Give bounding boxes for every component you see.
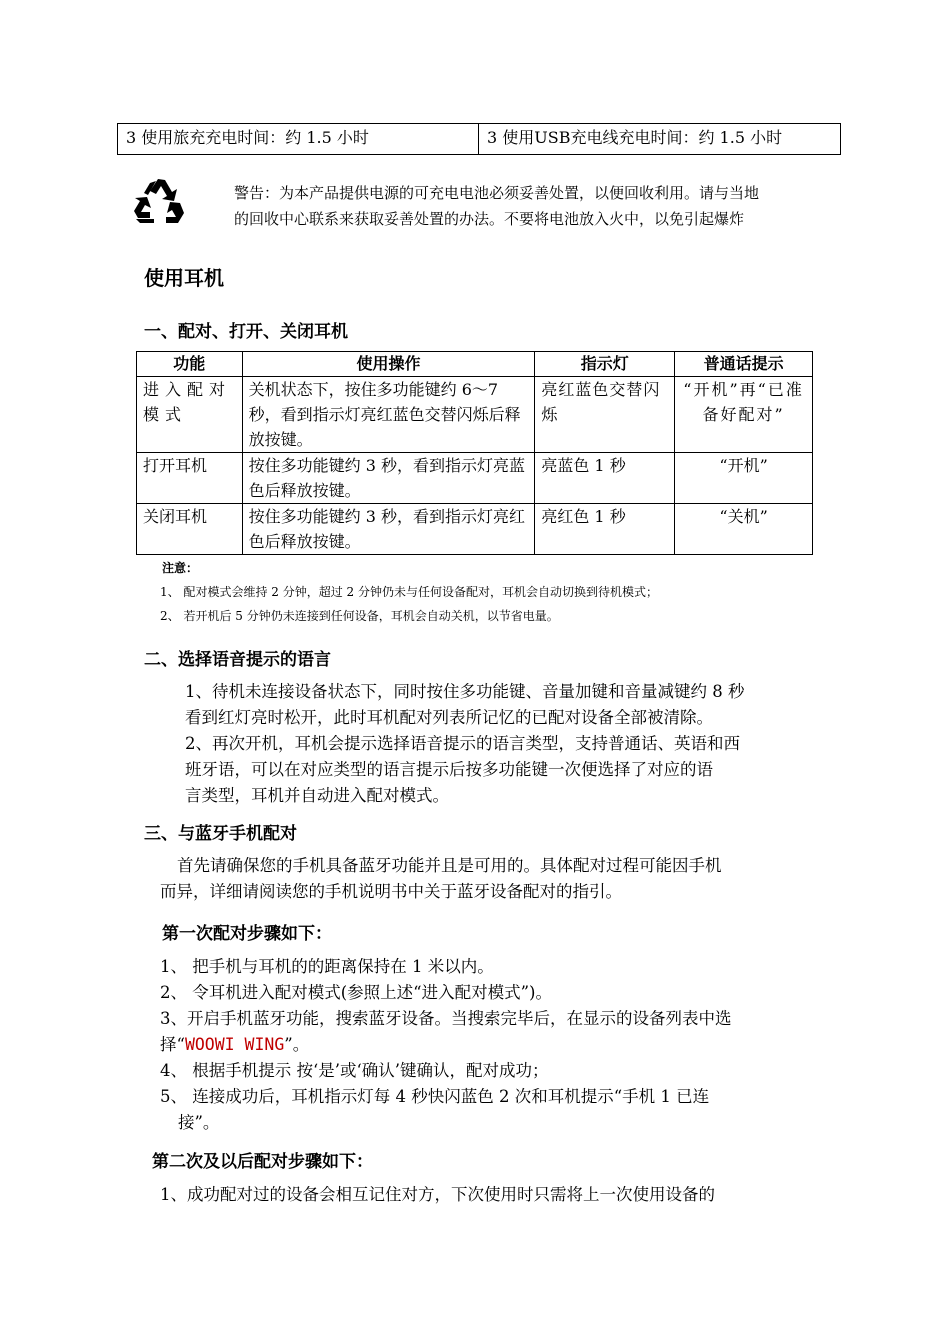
text-line: 2、再次开机，耳机会提示选择语音提示的语言类型，支持普通话、英语和西 [185, 734, 740, 753]
table-row [137, 377, 813, 453]
table-cell: “开机” [675, 453, 813, 504]
list-item: 3、开启手机蓝牙功能，搜索蓝牙设备。当搜索完毕后，在显示的设备列表中选 [160, 1009, 732, 1028]
table-cell: 按住多功能键约 3 秒，看到指示灯亮红色后释放按键。 [242, 504, 535, 555]
table-cell: 关机状态下，按住多功能键约 6～7 秒，看到指示灯亮红蓝色交替闪烁后释放按键。 [242, 377, 535, 453]
list-item: 4、 根据手机提示 按‘是’或‘确认’键确认，配对成功； [160, 1061, 549, 1080]
second-pairing-title: 第二次及以后配对步骤如下： [152, 1152, 373, 1172]
table-cell: 进入配对模式 [137, 377, 243, 453]
heading-pairing-power: 一、配对、打开、关闭耳机 [144, 322, 348, 342]
note-item: 1、 配对模式会维持 2 分钟，超过 2 分钟仍未与任何设备配对，耳机会自动切换到待机模式； [160, 585, 658, 599]
text-line: 班牙语，可以在对应类型的语言提示后按多功能键一次便选择了对应的语 [185, 760, 713, 779]
list-item: 接”。 [178, 1113, 220, 1132]
table-cell: 亮蓝色 1 秒 [535, 453, 675, 504]
travel-charge-time: 3 使用旅充充电时间：约 1.5 小时 [118, 124, 479, 154]
first-pairing-steps [160, 954, 732, 1136]
list-item: 2、 令耳机进入配对模式(参照上述“进入配对模式”)。 [160, 983, 552, 1002]
battery-warning [234, 180, 814, 232]
text-span: ”。 [284, 1035, 310, 1054]
text-line: 首先请确保您的手机具备蓝牙功能并且是可用的。具体配对过程可能因手机 [177, 856, 722, 875]
usb-charge-time: 3 使用USB充电线充电时间：约 1.5 小时 [487, 128, 783, 147]
device-name: WOOWI WING [184, 1035, 285, 1054]
table-row [137, 453, 813, 504]
notes-title: 注意： [162, 561, 199, 575]
language-paragraph [185, 679, 745, 809]
table-header: 功能 [137, 352, 243, 377]
table-cell: 关闭耳机 [137, 504, 243, 555]
heading-phone-pairing: 三、与蓝牙手机配对 [144, 824, 297, 844]
heading-voice-language: 二、选择语音提示的语言 [144, 650, 331, 670]
table-cell: 按住多功能键约 3 秒，看到指示灯亮蓝色后释放按键。 [242, 453, 535, 504]
recycle-icon [130, 177, 186, 227]
text-span: 择“ [160, 1035, 185, 1054]
section-title: 使用耳机 [144, 266, 224, 290]
charge-time-table [117, 123, 841, 155]
table-cell: “关机” [675, 504, 813, 555]
table-cell: 亮红蓝色交替闪烁 [535, 377, 675, 453]
table-cell: 打开耳机 [137, 453, 243, 504]
warning-line: 警告：为本产品提供电源的可充电电池必须妥善处置，以便回收利用。请与当地 [234, 184, 760, 202]
function-table [136, 351, 813, 555]
first-pairing-title: 第一次配对步骤如下： [162, 924, 332, 944]
text-line: 看到红灯亮时松开，此时耳机配对列表所记忆的已配对设备全部被清除。 [185, 708, 713, 727]
table-header-row [137, 352, 813, 377]
list-item: 1、 把手机与耳机的的距离保持在 1 米以内。 [160, 957, 494, 976]
table-header: 普通话提示 [675, 352, 813, 377]
table-row [137, 504, 813, 555]
text-line: 言类型，耳机并自动进入配对模式。 [185, 786, 449, 805]
table-header: 使用操作 [242, 352, 535, 377]
warning-line: 的回收中心联系来获取妥善处置的办法。不要将电池放入火中，以免引起爆炸 [234, 210, 745, 228]
text-line: 而异，详细请阅读您的手机说明书中关于蓝牙设备配对的指引。 [160, 882, 622, 901]
text-line: 1、待机未连接设备状态下，同时按住多功能键、音量加键和音量减键约 8 秒 [185, 682, 745, 701]
note-item: 2、 若开机后 5 分钟仍未连接到任何设备，耳机会自动关机，以节省电量。 [160, 609, 559, 623]
table-cell: 亮红色 1 秒 [535, 504, 675, 555]
list-item: 5、 连接成功后，耳机指示灯每 4 秒快闪蓝色 2 次和耳机提示“手机 1 已连 [160, 1087, 710, 1106]
pairing-intro [160, 853, 722, 905]
second-pairing-line: 1、成功配对过的设备会相互记住对方，下次使用时只需将上一次使用设备的 [160, 1185, 715, 1204]
table-header: 指示灯 [535, 352, 675, 377]
table-cell: “开机”再“已准备好配对” [675, 377, 813, 453]
list-item [160, 1032, 732, 1058]
